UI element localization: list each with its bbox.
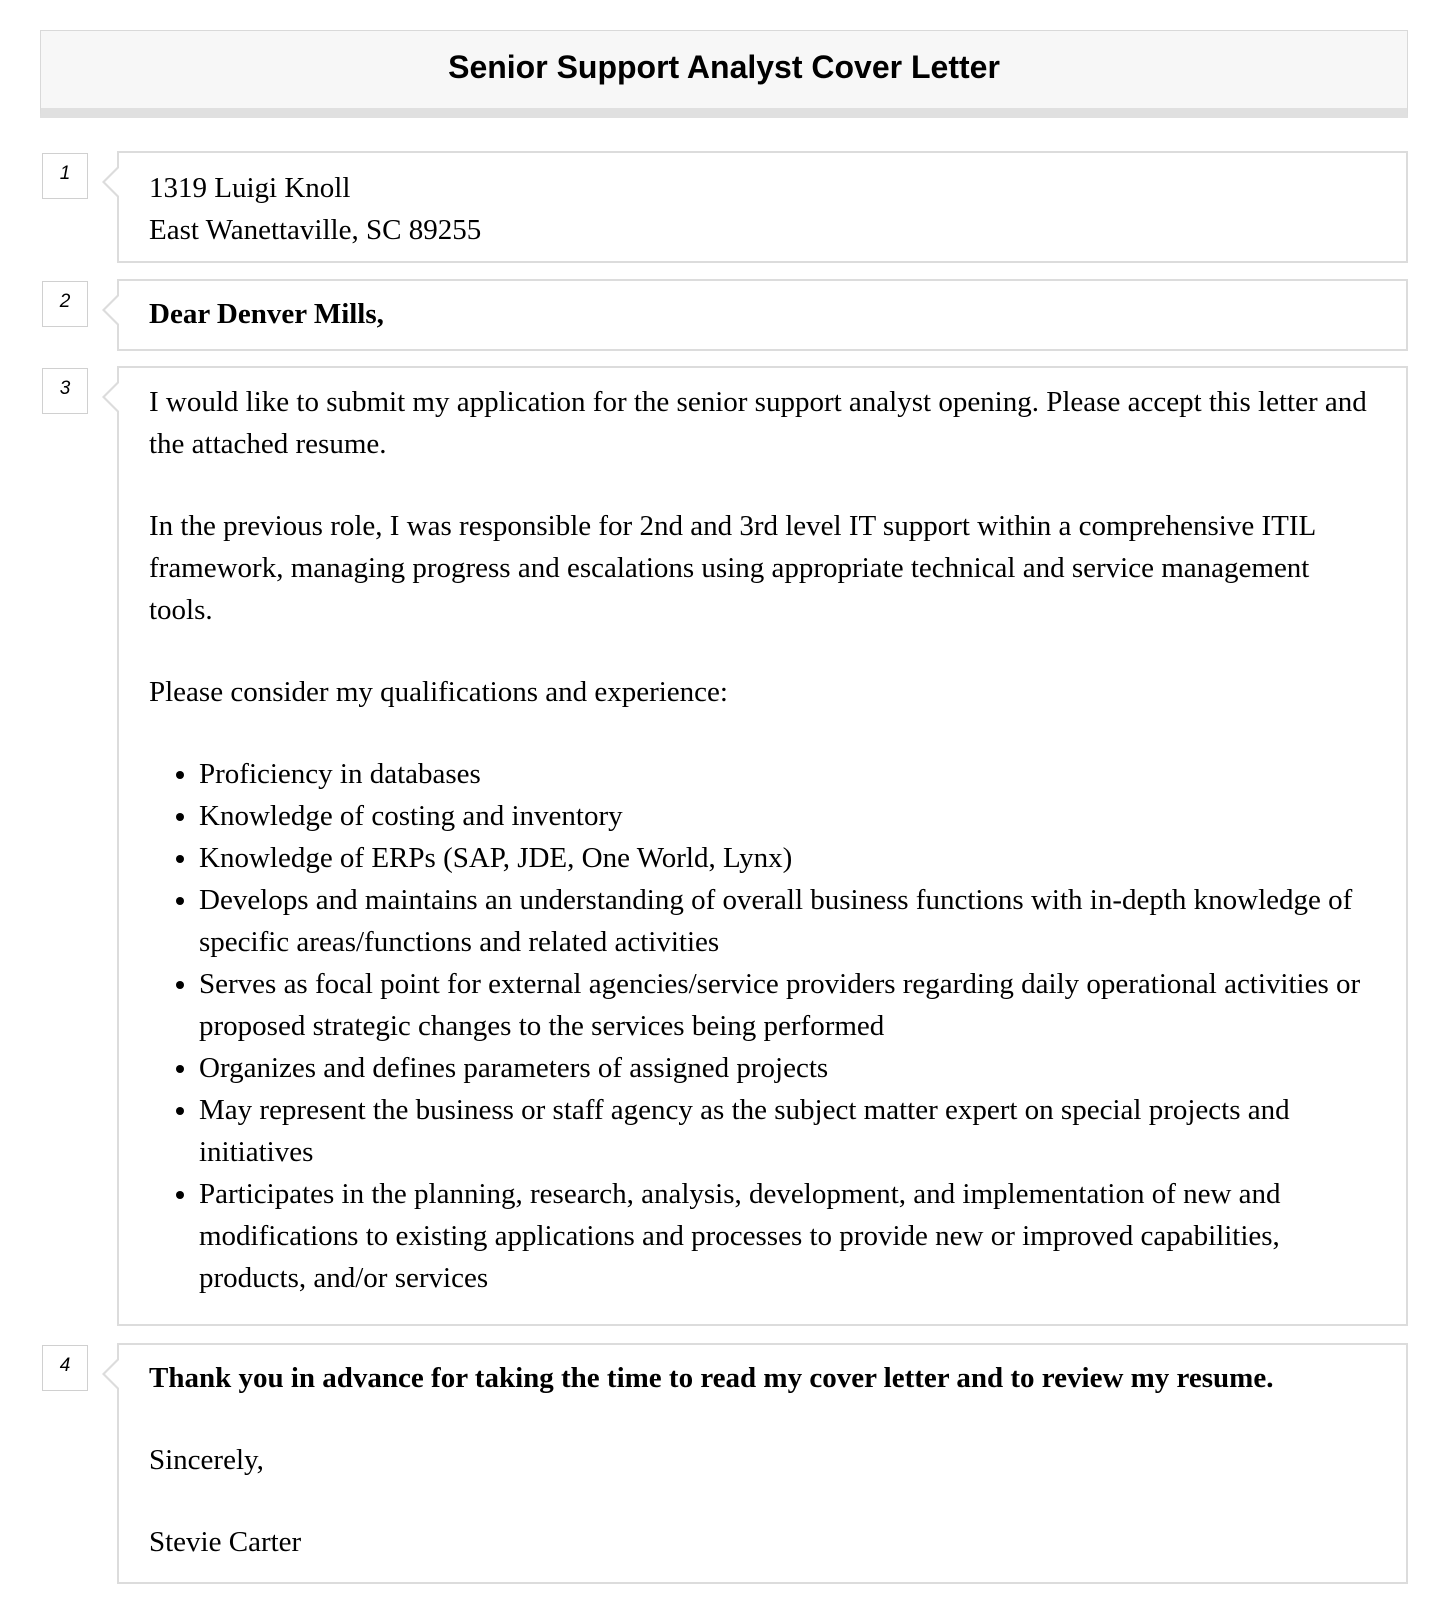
section-box xyxy=(117,1343,1408,1584)
section-number: 4 xyxy=(42,1345,88,1391)
qualifications-intro: Please consider my qualifications and experience: xyxy=(149,676,728,708)
section-number: 3 xyxy=(42,368,88,414)
list-item: • Knowledge of ERPs (SAP, JDE, One World, Lynx) xyxy=(199,837,1378,879)
list-item: • Knowledge of costing and inventory xyxy=(199,795,1378,837)
address-line-1: 1319 Luigi Knoll xyxy=(149,172,351,204)
list-item: • Proficiency in databases xyxy=(199,753,1378,795)
address-line-2: East Wanettaville, SC 89255 xyxy=(149,214,482,246)
list-item: • Organizes and defines parameters of assigned projects xyxy=(199,1047,1378,1089)
page-header xyxy=(40,30,1408,118)
qualifications-list xyxy=(149,753,1378,1299)
list-item: • May represent the business or staff agency as the subject matter expert on special projects and initiatives xyxy=(199,1089,1378,1173)
experience-paragraph: In the previous role, I was responsible for 2nd and 3rd level IT support within a comprehensive ITIL framework, managing progress and escalations using appropriate technical and service management tools. xyxy=(149,510,1316,626)
section-box xyxy=(117,279,1408,351)
list-item: • Develops and maintains an understanding of overall business functions with in-depth knowledge of specific areas/functions and related activities xyxy=(199,879,1378,963)
intro-paragraph: I would like to submit my application for the senior support analyst opening. Please accept this letter and the attached resume. xyxy=(149,386,1367,460)
closing-statement: Thank you in advance for taking the time to read my cover letter and to review my resume. xyxy=(149,1362,1274,1394)
list-item: • Participates in the planning, research, analysis, development, and implementation of new and modifications to existing applications and processes to provide new or improved capabilities, products, and/or services xyxy=(199,1173,1378,1299)
sign-off: Sincerely, xyxy=(149,1444,264,1476)
list-item: • Serves as focal point for external agencies/service providers regarding daily operational activities or proposed strategic changes to the services being performed xyxy=(199,963,1378,1047)
signature: Stevie Carter xyxy=(149,1526,302,1558)
section-number: 2 xyxy=(42,281,88,327)
section-box xyxy=(117,151,1408,263)
section-number: 1 xyxy=(42,153,88,199)
section-box xyxy=(117,366,1408,1326)
greeting: Dear Denver Mills, xyxy=(149,298,384,330)
page-title: Senior Support Analyst Cover Letter xyxy=(448,48,1000,85)
